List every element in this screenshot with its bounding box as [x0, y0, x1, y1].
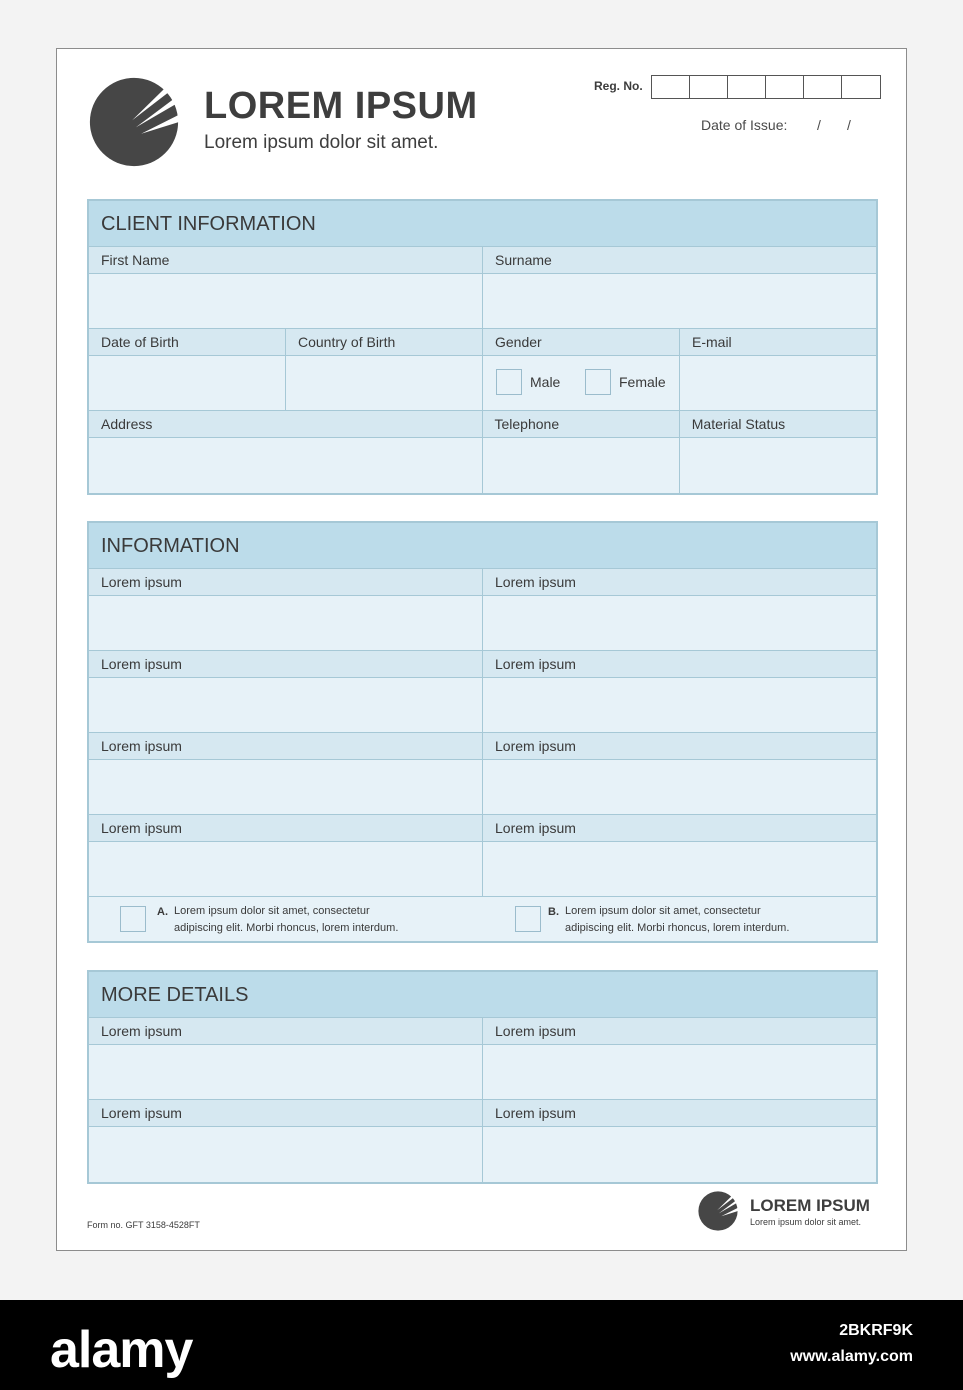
more-field-input[interactable] — [483, 1045, 876, 1100]
info-field-input[interactable] — [483, 596, 876, 651]
option-a-line: Lorem ipsum dolor sit amet, consectetur — [174, 905, 370, 917]
reg-no-digit-box[interactable] — [728, 76, 766, 98]
info-field-input[interactable] — [89, 760, 482, 815]
first-name-label: First Name — [89, 247, 482, 274]
option-b-line: adipiscing elit. Morbi rhoncus, lorem interdum. — [565, 922, 790, 934]
info-field-input[interactable] — [89, 596, 482, 651]
option-b-letter: B. — [548, 906, 559, 918]
more-field-input[interactable] — [89, 1045, 482, 1100]
more-field-label: Lorem ipsum — [483, 1018, 876, 1045]
info-field-label: Lorem ipsum — [483, 815, 876, 842]
reg-no-digit-box[interactable] — [804, 76, 842, 98]
option-a-line: adipiscing elit. Morbi rhoncus, lorem interdum. — [174, 922, 399, 934]
section-heading: INFORMATION — [89, 523, 876, 569]
marital-status-field[interactable] — [680, 438, 876, 493]
date-of-birth-label: Date of Birth — [89, 329, 285, 356]
section-heading: CLIENT INFORMATION — [89, 201, 876, 247]
more-details-section — [87, 970, 878, 1184]
gender-field — [483, 356, 679, 411]
reg-no-digit-box[interactable] — [690, 76, 728, 98]
option-b-text — [565, 903, 835, 937]
male-checkbox[interactable] — [496, 369, 522, 395]
info-field-input[interactable] — [89, 842, 482, 897]
info-field-input[interactable] — [483, 760, 876, 815]
footer-company-name: LOREM IPSUM — [750, 1196, 870, 1215]
address-field[interactable] — [89, 438, 482, 493]
watermark-logo: alamy — [50, 1321, 193, 1379]
option-b-line: Lorem ipsum dolor sit amet, consectetur — [565, 905, 761, 917]
option-a-text — [174, 903, 444, 937]
more-field-input[interactable] — [89, 1127, 482, 1182]
gender-label: Gender — [483, 329, 679, 356]
date-separator: / — [817, 117, 821, 133]
reg-no-digit-box[interactable] — [766, 76, 804, 98]
reg-no-label: Reg. No. — [594, 79, 643, 93]
telephone-label: Telephone — [483, 411, 679, 438]
options-row — [89, 897, 876, 941]
date-of-birth-field[interactable] — [89, 356, 285, 411]
form-number: Form no. GFT 3158-4528FT — [87, 1220, 200, 1230]
email-label: E-mail — [680, 329, 876, 356]
info-field-label: Lorem ipsum — [89, 569, 482, 596]
info-field-input[interactable] — [483, 678, 876, 733]
option-b-checkbox[interactable] — [515, 906, 541, 932]
info-field-label: Lorem ipsum — [89, 815, 482, 842]
address-label: Address — [89, 411, 482, 438]
company-tagline: Lorem ipsum dolor sit amet. — [204, 132, 439, 153]
form-sheet — [56, 48, 907, 1251]
watermark-image-id: 2BKRF9K — [839, 1322, 913, 1339]
watermark-bar — [0, 1300, 963, 1390]
option-a-checkbox[interactable] — [120, 906, 146, 932]
info-field-label: Lorem ipsum — [89, 733, 482, 760]
info-field-label: Lorem ipsum — [89, 651, 482, 678]
footer-logo-icon — [698, 1191, 738, 1231]
info-field-input[interactable] — [89, 678, 482, 733]
info-field-label: Lorem ipsum — [483, 569, 876, 596]
country-of-birth-label: Country of Birth — [286, 329, 482, 356]
marital-status-label: Material Status — [680, 411, 876, 438]
more-field-input[interactable] — [483, 1127, 876, 1182]
watermark-url: www.alamy.com — [790, 1348, 913, 1365]
surname-label: Surname — [483, 247, 876, 274]
company-logo-icon — [89, 77, 179, 167]
telephone-field[interactable] — [483, 438, 679, 493]
email-field[interactable] — [680, 356, 876, 411]
male-label: Male — [530, 374, 561, 390]
reg-no-digit-box[interactable] — [652, 76, 690, 98]
first-name-field[interactable] — [89, 274, 482, 329]
info-field-input[interactable] — [483, 842, 876, 897]
info-field-label: Lorem ipsum — [483, 733, 876, 760]
footer-tagline: Lorem ipsum dolor sit amet. — [750, 1217, 862, 1227]
information-section — [87, 521, 878, 943]
more-field-label: Lorem ipsum — [89, 1018, 482, 1045]
option-a-letter: A. — [157, 906, 168, 918]
section-heading: MORE DETAILS — [89, 972, 876, 1018]
reg-no-boxes — [651, 75, 881, 99]
company-name: LOREM IPSUM — [204, 85, 478, 127]
country-of-birth-field[interactable] — [286, 356, 482, 411]
more-field-label: Lorem ipsum — [89, 1100, 482, 1127]
surname-field[interactable] — [483, 274, 876, 329]
reg-no-digit-box[interactable] — [842, 76, 880, 98]
info-field-label: Lorem ipsum — [483, 651, 876, 678]
more-field-label: Lorem ipsum — [483, 1100, 876, 1127]
date-of-issue-label: Date of Issue: — [701, 117, 788, 133]
female-checkbox[interactable] — [585, 369, 611, 395]
female-label: Female — [619, 374, 666, 390]
date-separator: / — [847, 117, 851, 133]
client-information-section — [87, 199, 878, 495]
